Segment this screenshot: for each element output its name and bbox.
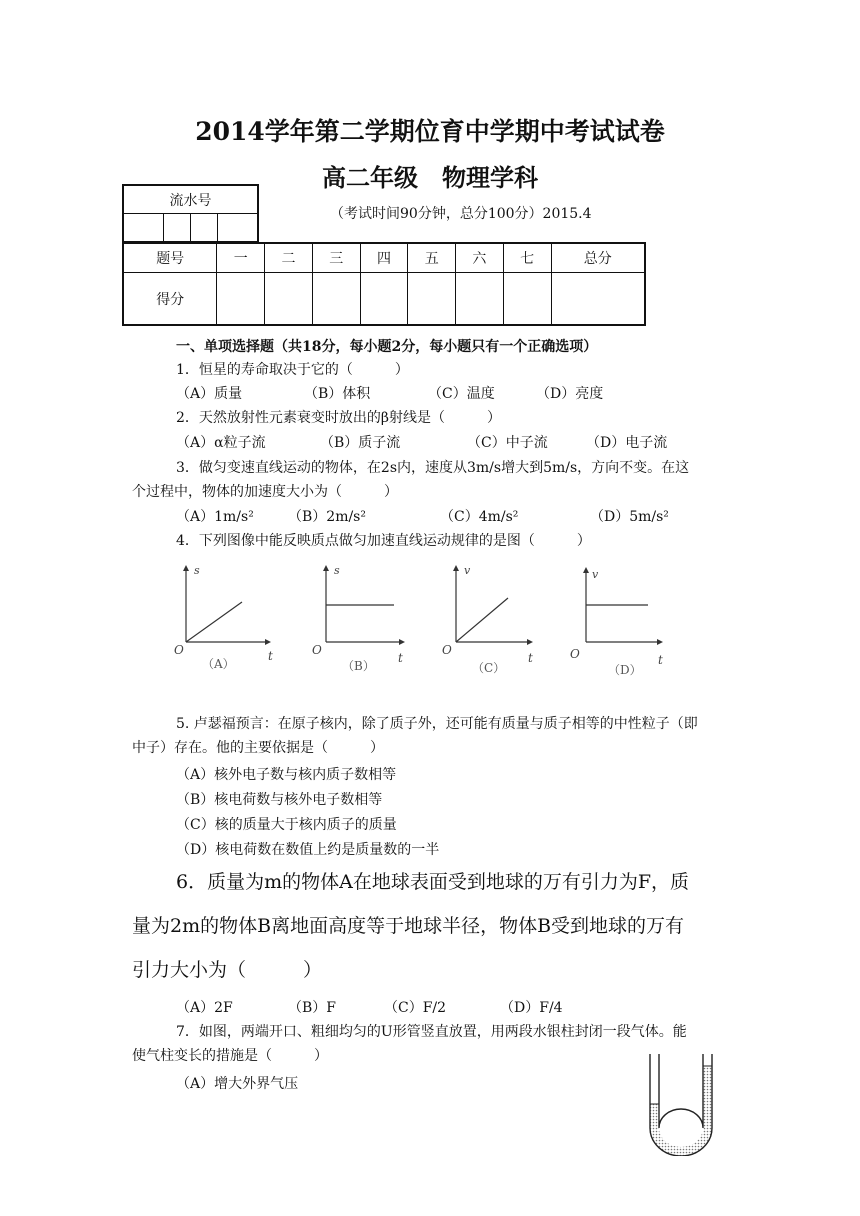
score-cell[interactable] <box>360 273 408 326</box>
graph-a-origin: O <box>174 643 184 657</box>
score-row-label: 得分 <box>123 273 217 326</box>
q1-option-b: （B）体积 <box>304 386 371 402</box>
mercury-column-left <box>650 1104 659 1124</box>
q6-line3: 引力大小为（ ） <box>132 959 323 981</box>
q5-option-a: （A）核外电子数与核内质子数相等 <box>176 767 397 783</box>
score-header: 五 <box>408 243 456 273</box>
serial-cell[interactable] <box>217 214 258 243</box>
q6-option-c: （C）F/2 <box>384 1000 447 1016</box>
q5-line1: 5. 卢瑟福预言：在原子核内，除了质子外，还可能有质量与质子相等的中性粒子（即 <box>176 716 698 732</box>
q7-line2: 使气柱变长的措施是（ ） <box>132 1048 328 1064</box>
serial-cell[interactable] <box>163 214 190 243</box>
score-cell[interactable] <box>503 273 551 326</box>
q4-graphs <box>166 560 686 682</box>
q6-line1: 6．质量为m的物体A在地球表面受到地球的万有引力为F，质 <box>176 871 690 893</box>
score-header: 三 <box>312 243 360 273</box>
q5-option-c: （C）核的质量大于核内质子的质量 <box>176 817 397 833</box>
serial-number-box <box>122 184 259 243</box>
score-header: 一 <box>217 243 265 273</box>
graph-c-label: （C） <box>472 661 506 675</box>
graph-c-t: t <box>528 651 533 665</box>
graph-a-axis-label: s <box>194 564 200 577</box>
graph-d-t: t <box>658 653 663 667</box>
q5-option-b: （B）核电荷数与核外电子数相等 <box>176 792 383 808</box>
q6-option-a: （A）2F <box>176 1000 233 1016</box>
q5-line2: 中子）存在。他的主要依据是（ ） <box>132 740 384 756</box>
u-tube-figure <box>640 1052 720 1156</box>
q3-option-b: （B）2m/s² <box>288 509 366 525</box>
graph-c-origin: O <box>442 643 452 657</box>
q2-option-d: （D）电子流 <box>586 435 668 451</box>
serial-cell[interactable] <box>123 214 163 243</box>
score-header: 四 <box>360 243 408 273</box>
q1-option-d: （D）亮度 <box>536 386 604 402</box>
q2-option-b: （B）质子流 <box>320 435 401 451</box>
q3-line1: 3．做匀变速直线运动的物体，在2s内，速度从3m/s增大到5m/s，方向不变。在这 <box>176 460 690 476</box>
q3-option-c: （C）4m/s² <box>440 509 519 525</box>
graph-d-axis-label: v <box>592 568 599 581</box>
q2-option-c: （C）中子流 <box>467 435 548 451</box>
section-heading: 一、单项选择题（共18分，每小题2分，每小题只有一个正确选项） <box>176 339 598 355</box>
graph-d-origin: O <box>570 647 580 661</box>
graph-b-origin: O <box>312 643 322 657</box>
q4-stem: 4．下列图像中能反映质点做匀加速直线运动规律的是图（ ） <box>176 533 591 549</box>
q6-option-d: （D）F/4 <box>500 1000 563 1016</box>
graph-a <box>174 564 273 671</box>
exam-note: （考试时间90分钟，总分100分）2015.4 <box>330 206 592 222</box>
graph-c-axis-label: v <box>464 564 471 577</box>
score-cell[interactable] <box>551 273 645 326</box>
score-header: 七 <box>503 243 551 273</box>
serial-label: 流水号 <box>123 185 258 214</box>
q3-option-d: （D）5m/s² <box>590 509 669 525</box>
graph-d-label: （D） <box>608 663 642 677</box>
q7-option-a: （A）增大外界气压 <box>176 1076 299 1092</box>
q3-option-a: （A）1m/s² <box>176 509 254 525</box>
q6-line2: 量为2m的物体B离地面高度等于地球半径，物体B受到地球的万有 <box>132 915 685 937</box>
q1-option-a: （A）质量 <box>176 386 243 402</box>
q6-option-b: （B）F <box>288 1000 337 1016</box>
graph-a-label: （A） <box>202 657 235 671</box>
score-cell[interactable] <box>456 273 504 326</box>
score-header: 总分 <box>551 243 645 273</box>
score-cell[interactable] <box>312 273 360 326</box>
score-table <box>122 242 646 326</box>
q1-stem: 1．恒星的寿命取决于它的（ ） <box>176 362 409 378</box>
q3-line2: 个过程中，物体的加速度大小为（ ） <box>132 484 398 500</box>
graph-b-t: t <box>398 651 403 665</box>
score-cell[interactable] <box>217 273 265 326</box>
mercury-column-right <box>703 1066 712 1124</box>
graph-d <box>570 568 663 677</box>
score-header: 二 <box>265 243 313 273</box>
serial-cell[interactable] <box>190 214 217 243</box>
graph-b-axis-label: s <box>334 564 340 577</box>
score-header: 六 <box>456 243 504 273</box>
graph-a-t: t <box>268 649 273 663</box>
q2-option-a: （A）α粒子流 <box>176 435 266 451</box>
score-cell[interactable] <box>265 273 313 326</box>
q5-option-d: （D）核电荷数在数值上约是质量数的一半 <box>176 842 440 858</box>
exam-title: 2014学年第二学期位育中学期中考试试卷 <box>195 117 665 146</box>
exam-subtitle: 高二年级 物理学科 <box>322 163 538 192</box>
q7-line1: 7．如图，两端开口、粗细均匀的U形管竖直放置，用两段水银柱封闭一段气体。能 <box>176 1024 687 1040</box>
graph-b-label: （B） <box>342 659 375 673</box>
score-cell[interactable] <box>408 273 456 326</box>
graph-b <box>312 564 403 673</box>
graph-c <box>442 564 533 675</box>
q1-option-c: （C）温度 <box>428 386 495 402</box>
q2-stem: 2．天然放射性元素衰变时放出的β射线是（ ） <box>176 410 501 426</box>
score-header: 题号 <box>123 243 217 273</box>
